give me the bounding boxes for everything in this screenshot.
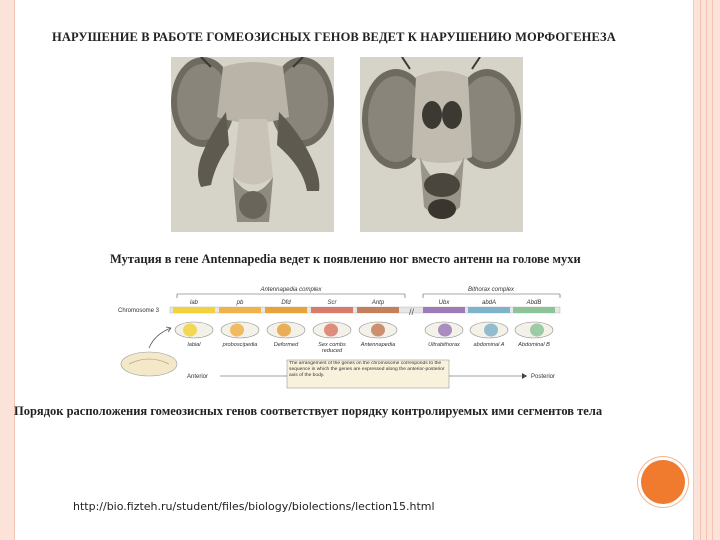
normal-fly-head-photo [360,57,523,232]
gene-name-AbdB: Abdominal B [518,342,550,348]
gene-name-lab: labial [187,342,201,348]
gene-abbr-Ubx: Ubx [438,300,450,306]
embryo-expression-Dfd [277,324,291,337]
decorative-circle [641,460,685,504]
gene-segment-AbdB [513,307,555,313]
gene-segment-Antp [357,307,399,313]
gene-abbr-AbdB: AbdB [526,300,542,306]
embryo-expression-lab [183,324,197,337]
gene-abbr-pb: pb [236,300,244,306]
gene-name-Dfd: Deformed [273,342,299,348]
embryo-expression-abdA [484,324,498,337]
gene-abbr-Dfd: Dfd [281,300,291,306]
slide-title: НАРУШЕНИЕ В РАБОТЕ ГОМЕОЗИСНЫХ ГЕНОВ ВЕДЕТ К НАРУШЕНИЮ МОРФОГЕНЕЗА [52,30,616,44]
gene-name-abdA: abdominal A [473,342,505,348]
gene-name-Scr: Sex combs reduced [318,342,346,354]
svg-text://: // [409,307,415,317]
gene-abbr-abdA: abdA [481,300,497,306]
embryo-expression-Scr [324,324,338,337]
note-text: The arrangement of the genes on the chromosome corresponds to the sequence in which the genes are expressed along the anterior-posterior axis of the body. [289,361,445,378]
embryo-expression-Ubx [438,324,452,337]
posterior-label: Posterior [531,374,556,380]
gene-name-Ubx: Ultrabithorax [428,342,460,348]
gene-segment-Scr [311,307,353,313]
antennapedia-caption: Мутация в гене Antennapedia ведет к появлению ног вместо антенн на голове мухи [110,252,581,266]
right-border [693,0,720,540]
embryo-expression-AbdB [530,324,544,337]
gene-name-Antp: Antennapedia [360,342,396,348]
curved-arrow-icon [149,328,171,348]
gene-abbr-lab: lab [189,300,199,306]
gene-abbr-Scr: Scr [327,300,337,306]
anterior-label: Anterior [187,374,209,380]
mutant-fly-head-photo [171,57,334,232]
gene-segment-abdA [468,307,510,313]
antennapedia-complex-label: Antennapedia complex [260,287,322,293]
gene-segment-Dfd [265,307,307,313]
bithorax-complex-label: Bithorax complex [467,287,515,293]
gene-segment-pb [219,307,261,313]
gene-name-pb: proboscipedia [222,342,258,348]
embryo-expression-Antp [371,324,385,337]
gene-abbr-Antp: Antp [371,300,385,306]
gene-order-caption: Порядок расположения гомеозисных генов соответствует порядку контролируемых ими сегментов тела [14,404,603,418]
gene-segment-Ubx [423,307,465,313]
source-url: http://bio.fizteh.ru/student/files/biology/biolections/lection15.html [73,500,435,513]
left-border [0,0,15,540]
chromosome-label: Chromosome 3 [118,308,160,314]
homeotic-genes-diagram [115,282,565,390]
embryo-expression-pb [230,324,244,337]
gene-segment-lab [173,307,215,313]
